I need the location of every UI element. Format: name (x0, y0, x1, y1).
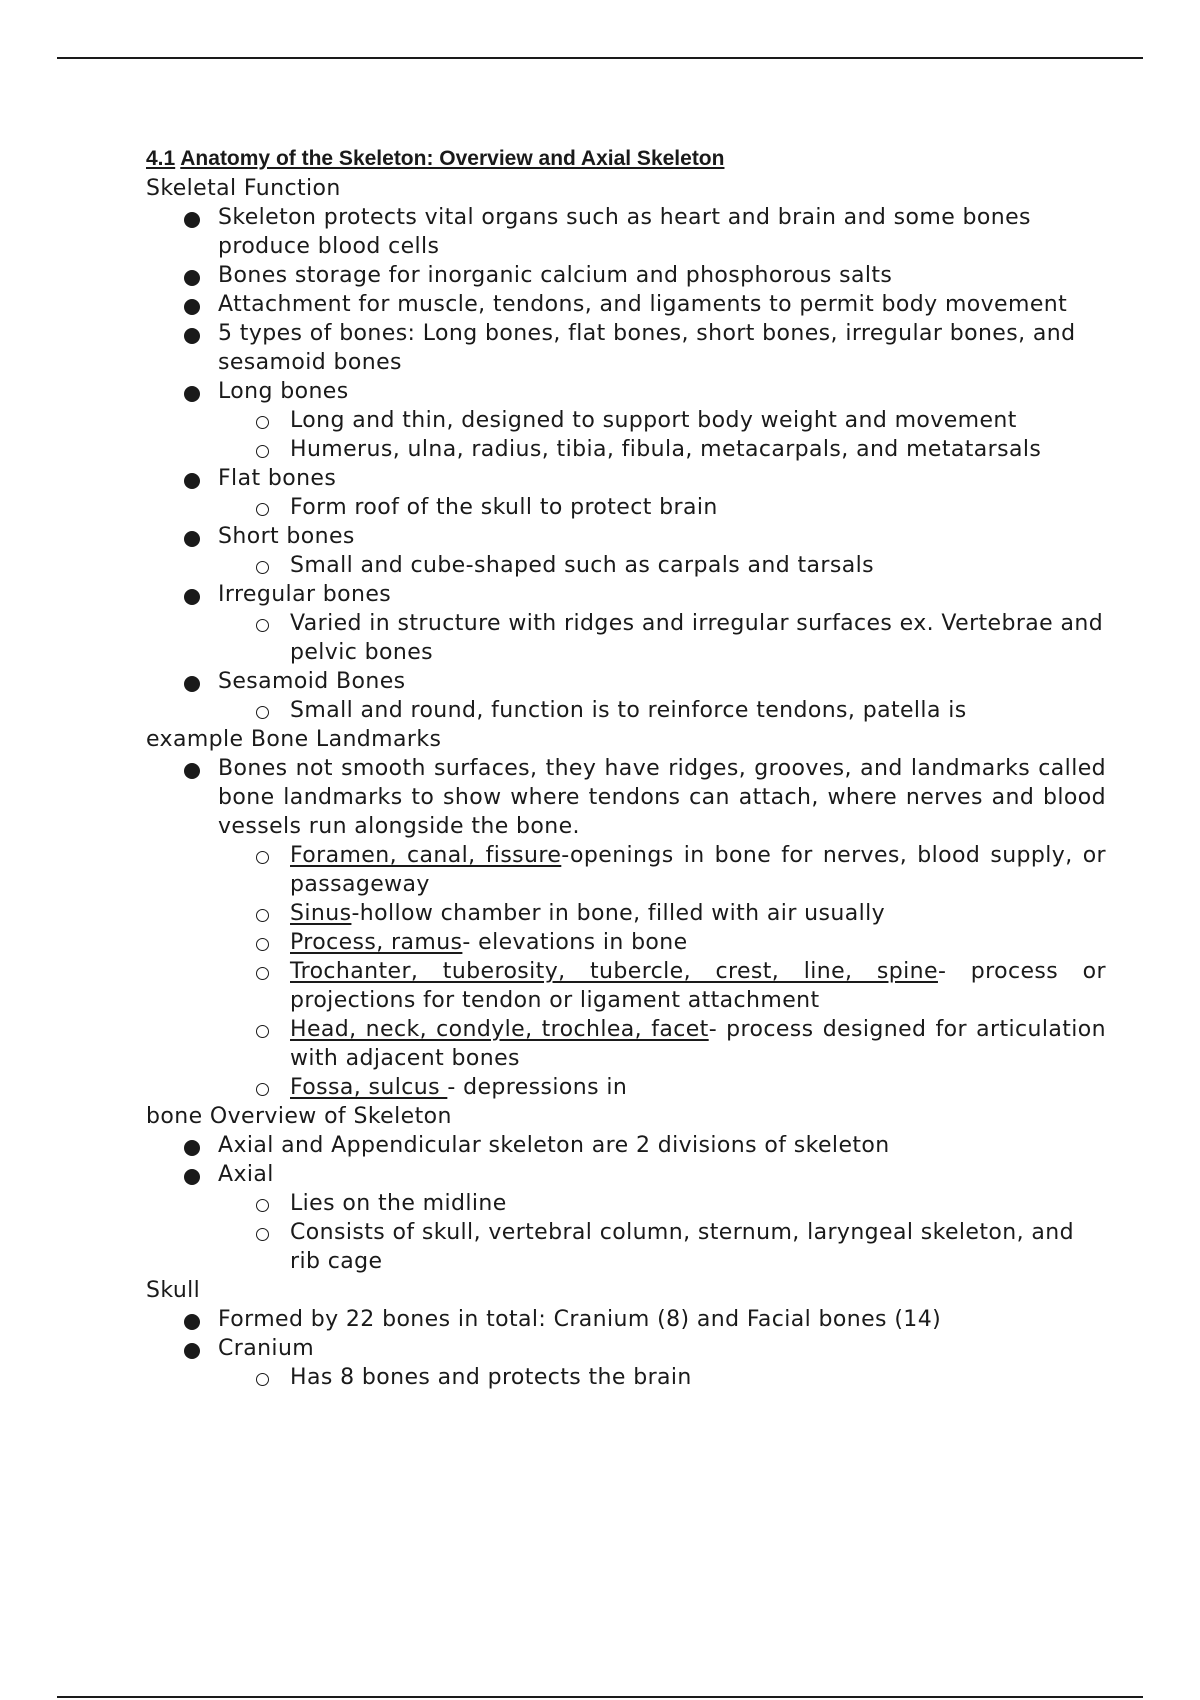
irregular-bones-sublist (218, 609, 1106, 667)
axial-sublist (218, 1189, 1106, 1276)
top-rule (57, 57, 1143, 59)
list-item: Bones not smooth surfaces, they have ridges, grooves, and landmarks called bone landmarks to show where tendons can attach, where nerves and blood vessels run alongside the bone. Foramen, canal, fissure-openings in bone for nerves, blood supply, or passageway Sinus-hollow chamber in bone, filled with air usually Process, ramus- elevations in bone Trochanter, tuberosity, tubercle, crest, line, spine- process or projections for tendon or ligament attachment Head, neck, condyle, trochlea, facet- process designed for articulation with adjacent bones Fossa, sulcus - depressions in (146, 754, 1106, 1102)
circle-bullet-icon (256, 967, 269, 980)
landmark-term-item (218, 957, 1106, 1015)
flat-bones-sublist (218, 493, 1106, 522)
list-item-axial: Axial Lies on the midline Consists of skull, vertebral column, sternum, laryngeal skeleton, and rib cage (146, 1160, 1106, 1276)
circle-bullet-icon (256, 416, 269, 429)
section-title: Anatomy of the Skeleton: Overview and Axial Skeleton (180, 147, 725, 170)
landmark-term: Head, neck, condyle, trochlea, facet (290, 1017, 709, 1042)
list-item-cranium: Cranium Has 8 bones and protects the brain (146, 1334, 1106, 1392)
circle-bullet-icon (256, 503, 269, 516)
landmark-term: Sinus (290, 901, 352, 926)
circle-bullet-icon (256, 1083, 269, 1096)
bullet-icon (184, 299, 200, 315)
circle-bullet-icon (256, 1228, 269, 1241)
circle-bullet-icon (256, 909, 269, 922)
landmark-desc: -hollow chamber in bone, filled with air usually (351, 901, 886, 926)
circle-bullet-icon (256, 1025, 269, 1038)
landmark-desc: -openings in bone for nerves, blood supply, or passageway (290, 843, 1106, 897)
skull-list (146, 1305, 1106, 1392)
sub-list-item: Long and thin, designed to support body weight and movement (218, 406, 1106, 435)
landmark-terms-sublist (218, 841, 1106, 1102)
landmark-desc: - depressions in (447, 1075, 628, 1100)
bullet-icon (184, 473, 200, 489)
sub-list-item: Humerus, ulna, radius, tibia, fibula, metacarpals, and metatarsals (218, 435, 1106, 464)
list-item: Attachment for muscle, tendons, and ligaments to permit body movement (146, 290, 1106, 319)
bullet-icon (184, 386, 200, 402)
list-item: Axial and Appendicular skeleton are 2 divisions of skeleton (146, 1131, 1106, 1160)
skeletal-function-list (146, 203, 1106, 725)
bullet-icon (184, 1343, 200, 1359)
list-item: Bones storage for inorganic calcium and phosphorous salts (146, 261, 1106, 290)
overview-list (146, 1131, 1106, 1276)
landmark-term: Process, ramus (290, 930, 463, 955)
landmark-desc: - process or projections for tendon or ligament attachment (290, 959, 1106, 1013)
bullet-icon (184, 1314, 200, 1330)
bullet-icon (184, 763, 200, 779)
bullet-icon (184, 676, 200, 692)
landmark-term-item (218, 1015, 1106, 1073)
circle-bullet-icon (256, 445, 269, 458)
sesamoid-bones-sublist (218, 696, 1106, 725)
circle-bullet-icon (256, 706, 269, 719)
long-bones-sublist (218, 406, 1106, 464)
landmark-term-item (218, 1073, 1106, 1102)
sub-list-item: Consists of skull, vertebral column, sternum, laryngeal skeleton, and rib cage (218, 1218, 1106, 1276)
bullet-icon (184, 531, 200, 547)
list-item: Skeleton protects vital organs such as heart and brain and some bones produce blood cells (146, 203, 1106, 261)
heading-skeletal-function: Skeletal Function (146, 176, 341, 201)
landmark-term: Trochanter, tuberosity, tubercle, crest, line, spine (290, 959, 938, 984)
landmark-desc: - elevations in bone (462, 930, 688, 955)
list-item-short-bones: Short bones Small and cube-shaped such as carpals and tarsals (146, 522, 1106, 580)
heading-skull: Skull (146, 1278, 201, 1303)
list-item-long-bones: Long bones Long and thin, designed to support body weight and movement Humerus, ulna, radius, tibia, fibula, metacarpals, and metatarsals (146, 377, 1106, 464)
heading-bone-landmarks: example Bone Landmarks (146, 727, 442, 752)
sub-list-item: Varied in structure with ridges and irregular surfaces ex. Vertebrae and pelvic bones (218, 609, 1106, 667)
bone-landmarks-list (146, 754, 1106, 1102)
short-bones-sublist (218, 551, 1106, 580)
bullet-icon (184, 589, 200, 605)
landmark-term-item (218, 928, 1106, 957)
landmark-term-item (218, 841, 1106, 899)
list-item: Formed by 22 bones in total: Cranium (8) and Facial bones (14) (146, 1305, 1106, 1334)
bullet-icon (184, 270, 200, 286)
heading-overview: bone Overview of Skeleton (146, 1104, 452, 1129)
circle-bullet-icon (256, 561, 269, 574)
circle-bullet-icon (256, 938, 269, 951)
page-title (146, 145, 1106, 172)
section-number: 4.1 (146, 147, 176, 170)
landmark-desc: - process designed for articulation with adjacent bones (290, 1017, 1106, 1071)
sub-list-item: Has 8 bones and protects the brain (218, 1363, 1106, 1392)
circle-bullet-icon (256, 619, 269, 632)
cranium-sublist (218, 1363, 1106, 1392)
bottom-rule (57, 1696, 1143, 1698)
document-body (146, 145, 1106, 1392)
sub-list-item: Form roof of the skull to protect brain (218, 493, 1106, 522)
list-item: 5 types of bones: Long bones, flat bones, short bones, irregular bones, and sesamoid bones (146, 319, 1106, 377)
list-item-sesamoid-bones: Sesamoid Bones Small and round, function is to reinforce tendons, patella is (146, 667, 1106, 725)
sub-list-item: Small and cube-shaped such as carpals and tarsals (218, 551, 1106, 580)
circle-bullet-icon (256, 851, 269, 864)
landmark-term: Foramen, canal, fissure (290, 843, 562, 868)
sub-list-item: Small and round, function is to reinforce tendons, patella is (218, 696, 1106, 725)
landmark-term-item (218, 899, 1106, 928)
list-item-flat-bones: Flat bones Form roof of the skull to protect brain (146, 464, 1106, 522)
landmark-term: Fossa, sulcus (290, 1075, 448, 1100)
circle-bullet-icon (256, 1199, 269, 1212)
sub-list-item: Lies on the midline (218, 1189, 1106, 1218)
bullet-icon (184, 1169, 200, 1185)
list-item-irregular-bones: Irregular bones Varied in structure with ridges and irregular surfaces ex. Vertebrae and pelvic bones (146, 580, 1106, 667)
bullet-icon (184, 328, 200, 344)
bullet-icon (184, 212, 200, 228)
bullet-icon (184, 1140, 200, 1156)
circle-bullet-icon (256, 1373, 269, 1386)
